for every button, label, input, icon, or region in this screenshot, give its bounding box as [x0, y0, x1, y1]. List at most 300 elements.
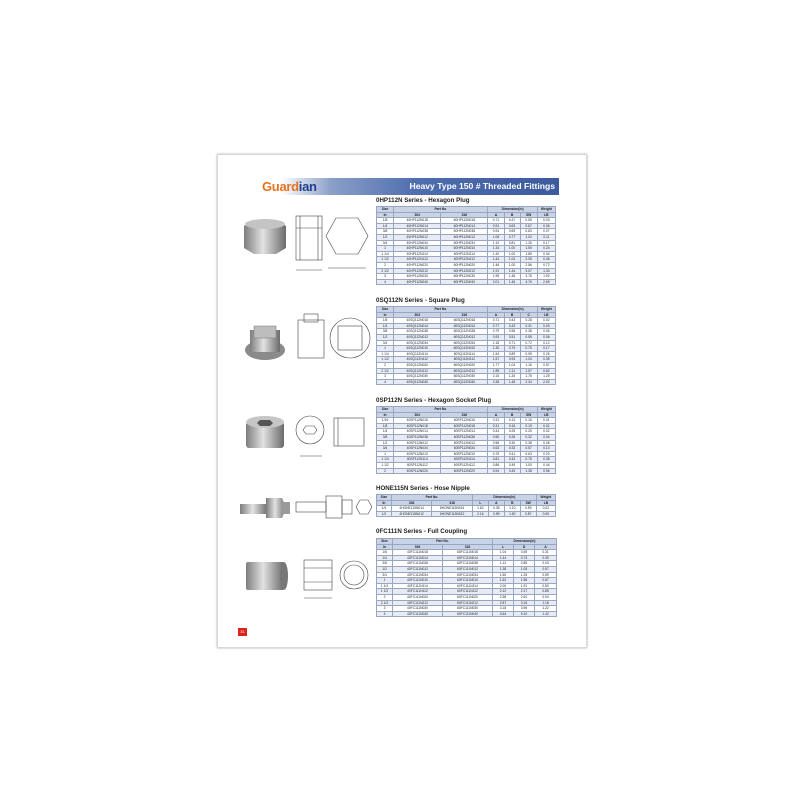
- table-cell: 1/8: [377, 318, 394, 324]
- col-header: Size: [377, 539, 393, 545]
- table-cell: 0.02: [537, 318, 555, 324]
- table-cell: 3/8: [377, 561, 393, 567]
- table-cell: 0.10: [537, 446, 555, 452]
- table-cell: 0.06: [537, 440, 555, 446]
- col-header: B: [504, 312, 520, 318]
- table-cell: 1/2: [377, 566, 393, 572]
- table-cell: 1.16: [520, 362, 537, 368]
- square-plug-drawing: [294, 310, 374, 370]
- table-cell: 40SQ112N018: [394, 318, 441, 324]
- table-cell: 60HP112N014: [441, 223, 488, 229]
- table-cell: 0.31: [535, 550, 557, 556]
- table-cell: 0.03: [537, 218, 555, 224]
- table-cell: 0.94: [535, 594, 557, 600]
- table-cell: 0.79: [488, 329, 504, 335]
- table-cell: 40FC111N018: [393, 550, 443, 556]
- table-cell: 60HP112N040: [441, 279, 488, 285]
- table-cell: 1/4: [377, 323, 394, 329]
- col-header: Weight: [537, 307, 555, 313]
- table-cell: 1.91: [514, 583, 535, 589]
- col-header: Dimension(in): [488, 407, 537, 413]
- table-cell: 0.67: [535, 578, 557, 584]
- table-cell: 0.34: [537, 251, 555, 257]
- table-cell: 1 1/2: [377, 357, 394, 363]
- table-cell: 60FC111N038: [443, 561, 493, 567]
- hose-nipple-drawing: [294, 488, 374, 528]
- table-cell: 60SQ112N018: [441, 318, 488, 324]
- table-cell: 0.07: [537, 229, 555, 235]
- table-cell: 1.18: [488, 340, 504, 346]
- col-header: C: [520, 312, 537, 318]
- table-cell: 0.71: [488, 318, 504, 324]
- col-header: SW: [520, 500, 536, 506]
- table-cell: 1.05: [514, 566, 535, 572]
- table-cell: 3/8: [377, 229, 394, 235]
- table-cell: 0.59: [520, 506, 536, 512]
- col-header: In: [377, 412, 394, 418]
- page-title: Heavy Type 150 # Threaded Fittings: [409, 181, 555, 191]
- col-header: Dimension(in): [472, 495, 536, 501]
- table-cell: 0.16: [520, 418, 537, 424]
- table-cell: 4: [377, 379, 394, 385]
- table-cell: 2.36: [488, 379, 504, 385]
- table-cell: 60FC111N040: [443, 611, 493, 617]
- table-cell: 40FC111N010: [393, 578, 443, 584]
- col-header: LB: [536, 500, 555, 506]
- table-cell: 1/4: [377, 223, 394, 229]
- table-cell: 3/4: [377, 340, 394, 346]
- table-cell: 2.34: [520, 379, 537, 385]
- table-cell: 60SQ112N030: [441, 374, 488, 380]
- table-cell: 1.10: [488, 240, 504, 246]
- table-cell: 0.02: [537, 429, 555, 435]
- col-header: Weight: [536, 495, 555, 501]
- table-cell: 40HP112N018: [394, 218, 441, 224]
- table-cell: 3.18: [493, 606, 514, 612]
- table-cell: 1.26: [520, 240, 537, 246]
- table-cell: 60FC111N112: [443, 589, 493, 595]
- table-cell: 0.24: [537, 246, 555, 252]
- table-row: [377, 611, 557, 617]
- table-cell: 0.51: [504, 334, 520, 340]
- table-cell: 2: [377, 262, 394, 268]
- table-cell: 1/2: [377, 511, 392, 517]
- table-cell: 0.95: [520, 351, 537, 357]
- col-header: Part No.: [393, 539, 493, 545]
- col-header: 304: [391, 500, 431, 506]
- table-cell: 0.69: [504, 229, 520, 235]
- table-cell: 40SQ112N020: [394, 362, 441, 368]
- table-cell: 3.76: [520, 274, 537, 280]
- table-cell: 0.73: [514, 555, 535, 561]
- table-cell: 40HP112N112: [394, 257, 441, 263]
- table-cell: 1.46: [504, 279, 520, 285]
- table-cell: 0.81: [488, 457, 504, 463]
- page-number: 31: [238, 628, 247, 636]
- table-cell: 0.82: [537, 368, 555, 374]
- table-cell: 0.50: [488, 434, 504, 440]
- table-cell: 0.47: [504, 218, 520, 224]
- table-cell: 1.06: [488, 234, 504, 240]
- table-cell: 1.77: [488, 362, 504, 368]
- table-cell: 40SQ112N014: [394, 323, 441, 329]
- full-coupling-drawing: [296, 546, 376, 606]
- table-cell: 0.72: [537, 262, 555, 268]
- table-cell: 2: [377, 362, 394, 368]
- table-cell: 40HP112N010: [394, 246, 441, 252]
- table-cell: 1/4: [377, 506, 392, 512]
- table-cell: 60SP112N018: [441, 423, 488, 429]
- table-cell: 60FC111N212: [443, 600, 493, 606]
- table-cell: 0.41: [504, 451, 520, 457]
- table-cell: 40HP112N030: [394, 274, 441, 280]
- col-header: SW: [520, 412, 537, 418]
- table-cell: 1: [377, 246, 394, 252]
- table-cell: 60FC111N020: [443, 594, 493, 600]
- table-cell: 40HP112N012: [394, 234, 441, 240]
- table-cell: 60FC111N018: [443, 550, 493, 556]
- table-cell: 1.40: [488, 251, 504, 257]
- table-cell: 60SQ112N020: [441, 362, 488, 368]
- table-cell: 1: [377, 451, 394, 457]
- col-header: B: [504, 212, 520, 218]
- table-cell: 0.94: [488, 229, 504, 235]
- table-cell: 1.62: [472, 506, 488, 512]
- table-cell: 1.04: [520, 357, 537, 363]
- table-cell: 3: [377, 274, 394, 280]
- table-cell: 60SP112N038: [441, 434, 488, 440]
- table-cell: 0.33: [504, 446, 520, 452]
- table-cell: 1.22: [535, 606, 557, 612]
- table-cell: 40SP112N034: [394, 446, 441, 452]
- table-cell: 2: [377, 468, 394, 474]
- table-cell: 40HP112N212: [394, 268, 441, 274]
- col-header: 316: [443, 544, 493, 550]
- square-plug-photo: [240, 316, 290, 366]
- table-cell: 6HONE115N014: [432, 506, 472, 512]
- brand-logo: Guardian: [262, 179, 317, 194]
- table-cell: 0.49: [504, 462, 520, 468]
- table-cell: 4HONE115N012: [391, 511, 431, 517]
- table-cell: 1.75: [520, 374, 537, 380]
- table-cell: 0.71: [488, 218, 504, 224]
- table-cell: 40FC111N014: [393, 555, 443, 561]
- table-cell: 60FC111N030: [443, 606, 493, 612]
- table-cell: 0.38: [520, 440, 537, 446]
- table-cell: 0.43: [504, 457, 520, 463]
- table-cell: 1.25: [537, 374, 555, 380]
- table-cell: 60HP112N012: [441, 234, 488, 240]
- full-coupling-photo: [240, 556, 290, 596]
- table-cell: 1.56: [514, 578, 535, 584]
- table-cell: 1.12: [493, 561, 514, 567]
- table-cell: 0.75: [520, 346, 537, 352]
- col-header: Size: [377, 407, 394, 413]
- col-header: Dimension(in): [488, 307, 537, 313]
- col-header: In: [377, 544, 393, 550]
- table-cell: 40SQ112N212: [394, 368, 441, 374]
- table-cell: 1.38: [493, 566, 514, 572]
- table-cell: 1.34: [537, 268, 555, 274]
- table-cell: 0.77: [488, 323, 504, 329]
- table-cell: 40HP112N040: [394, 279, 441, 285]
- table-cell: 1 1/4: [377, 457, 394, 463]
- table-cell: 40SP112N014: [394, 429, 441, 435]
- table-cell: 1 1/4: [377, 583, 393, 589]
- col-header: A: [488, 500, 504, 506]
- hex-socket-plug-photo: [240, 412, 290, 456]
- table-cell: 0.56: [488, 440, 504, 446]
- col-header: 304: [394, 312, 441, 318]
- table-cell: 0.63: [520, 451, 537, 457]
- table-cell: 1/16: [377, 418, 394, 424]
- col-header: 316: [441, 212, 488, 218]
- table-cell: 2.02: [537, 379, 555, 385]
- table-cell: 60SP112N034: [441, 446, 488, 452]
- table-cell: 1.04: [504, 257, 520, 263]
- table-cell: 0.83: [520, 229, 537, 235]
- table-cell: 60SP112N010: [441, 451, 488, 457]
- table-cell: 40SQ112N114: [394, 351, 441, 357]
- table-cell: 60FC111N014: [443, 555, 493, 561]
- table-cell: 60SP112N012: [441, 440, 488, 446]
- hose-nipple-photo: [236, 490, 292, 526]
- table-cell: 2 1/2: [377, 600, 393, 606]
- table-cell: 0.04: [537, 434, 555, 440]
- table-cell: 3.96: [514, 606, 535, 612]
- table-cell: 0.55: [504, 329, 520, 335]
- table-cell: 60SQ112N112: [441, 357, 488, 363]
- table-cell: 1.02: [520, 234, 537, 240]
- table-cell: 1 1/2: [377, 589, 393, 595]
- table-cell: 40FC111N212: [393, 600, 443, 606]
- col-header: Dimension(in): [493, 539, 557, 545]
- hexagon-plug-drawing: [292, 208, 372, 288]
- table-cell: 0.38: [537, 457, 555, 463]
- table-cell: 1.00: [504, 246, 520, 252]
- table-cell: 0.81: [504, 240, 520, 246]
- table-cell: 1.48: [504, 379, 520, 385]
- table-cell: 1/2: [377, 234, 394, 240]
- table-cell: 0.16: [504, 423, 520, 429]
- table-cell: 2.00: [493, 583, 514, 589]
- spec-table: [376, 306, 556, 385]
- table-cell: 1/8: [377, 423, 394, 429]
- table-cell: 1.50: [493, 572, 514, 578]
- table-cell: 60SQ112N040: [441, 379, 488, 385]
- table-cell: 1/4: [377, 429, 394, 435]
- table-cell: 0.43: [504, 323, 520, 329]
- table-cell: 1.62: [493, 578, 514, 584]
- table-cell: 60SQ112N014: [441, 323, 488, 329]
- table-cell: 60FC111N114: [443, 583, 493, 589]
- table-cell: 4: [377, 279, 394, 285]
- table-cell: 0.17: [537, 346, 555, 352]
- col-header: 316: [441, 312, 488, 318]
- hex-socket-plug-drawing: [294, 406, 374, 466]
- table-cell: 1.25: [514, 572, 535, 578]
- table-cell: 0.05: [536, 511, 555, 517]
- table-cell: 0.26: [504, 434, 520, 440]
- table-cell: 1.92: [537, 274, 555, 280]
- table-cell: 1 1/4: [377, 351, 394, 357]
- table-cell: 0.87: [520, 511, 536, 517]
- col-header: Part No.: [394, 407, 488, 413]
- table-cell: 40SQ112N040: [394, 379, 441, 385]
- table-cell: 40FC111N038: [393, 561, 443, 567]
- table-cell: 40SQ112N012: [394, 334, 441, 340]
- table-cell: 1.85: [488, 368, 504, 374]
- table-cell: 60SQ112N010: [441, 346, 488, 352]
- col-header: Size: [377, 307, 394, 313]
- col-header: B: [504, 412, 520, 418]
- table-cell: 0.86: [488, 462, 504, 468]
- table-cell: 5.10: [514, 611, 535, 617]
- table-cell: 40SP112N012: [394, 440, 441, 446]
- table-cell: 60SQ112N038: [441, 329, 488, 335]
- table-cell: 1: [377, 578, 393, 584]
- table-cell: 0.06: [537, 329, 555, 335]
- table-cell: 0.44: [488, 429, 504, 435]
- col-header: 316: [441, 412, 488, 418]
- table-cell: 1/8: [377, 550, 393, 556]
- table-cell: 60HP112N034: [441, 240, 488, 246]
- table-cell: 0.35: [488, 506, 504, 512]
- table-cell: 1.95: [488, 274, 504, 280]
- table-cell: 3/4: [377, 572, 393, 578]
- table-cell: 0.94: [488, 468, 504, 474]
- table-cell: 60SP112N016: [441, 418, 488, 424]
- table-cell: 0.31: [488, 423, 504, 429]
- table-cell: 2.17: [514, 589, 535, 595]
- col-header: Size: [377, 207, 394, 213]
- table-cell: 1 1/2: [377, 462, 394, 468]
- table-cell: 0.25: [520, 429, 537, 435]
- table-cell: 1.44: [493, 555, 514, 561]
- table-cell: 40HP112N114: [394, 251, 441, 257]
- table-cell: 60SQ112N114: [441, 351, 488, 357]
- table-cell: 60HP112N112: [441, 257, 488, 263]
- spec-table: [376, 406, 556, 474]
- table-cell: 0.57: [535, 566, 557, 572]
- table-cell: 60HP112N030: [441, 274, 488, 280]
- table-cell: 40FC111N034: [393, 572, 443, 578]
- table-cell: 0.26: [537, 351, 555, 357]
- table-cell: 0.43: [535, 561, 557, 567]
- table-cell: 2 1/2: [377, 268, 394, 274]
- table-cell: 0.71: [504, 340, 520, 346]
- table-cell: 3: [377, 606, 393, 612]
- table-cell: 40SP112N020: [394, 468, 441, 474]
- table-cell: 1.57: [520, 368, 537, 374]
- col-header: LB: [537, 212, 555, 218]
- table-cell: 0.55: [520, 334, 537, 340]
- section-title: 0SQ112N Series - Square Plug: [376, 297, 465, 304]
- table-cell: 2.69: [537, 279, 555, 285]
- table-cell: 3/8: [377, 434, 394, 440]
- col-header: Part No.: [394, 207, 488, 213]
- table-cell: 2.01: [488, 279, 504, 285]
- col-header: LB: [537, 312, 555, 318]
- table-cell: 40SP112N112: [394, 462, 441, 468]
- table-cell: 0.01: [537, 418, 555, 424]
- table-cell: 2.15: [488, 374, 504, 380]
- table-cell: 1/2: [377, 334, 394, 340]
- table-cell: 40FC111N020: [393, 594, 443, 600]
- col-header: 316: [432, 500, 472, 506]
- table-cell: 1/2: [377, 440, 394, 446]
- table-cell: 60SQ112N012: [441, 334, 488, 340]
- col-header: A: [488, 412, 504, 418]
- table-cell: 40SP112N018: [394, 423, 441, 429]
- spec-table: [376, 538, 557, 617]
- col-header: Weight: [537, 207, 555, 213]
- table-cell: 0.46: [537, 257, 555, 263]
- table-cell: 0.85: [514, 561, 535, 567]
- table-cell: 1.44: [504, 268, 520, 274]
- table-cell: 60HP112N212: [441, 268, 488, 274]
- table-cell: 60SQ112N212: [441, 368, 488, 374]
- table-cell: 40SP112N114: [394, 457, 441, 463]
- table-cell: 60SP112N014: [441, 429, 488, 435]
- table-cell: 1.57: [488, 357, 504, 363]
- table-cell: 0.30: [504, 440, 520, 446]
- table-cell: 1.11: [504, 368, 520, 374]
- table-cell: 0.55: [514, 550, 535, 556]
- table-cell: 0.31: [520, 323, 537, 329]
- col-header: In: [377, 212, 394, 218]
- table-cell: 2.87: [493, 600, 514, 606]
- table-cell: 0.28: [520, 318, 537, 324]
- col-header: In: [377, 312, 394, 318]
- section-title: 0SP112N Series - Hexagon Socket Plug: [376, 397, 492, 404]
- spec-table: [376, 206, 556, 285]
- section-title: 0HP112N Series - Hexagon Plug: [376, 197, 470, 204]
- col-header: Part No.: [391, 495, 472, 501]
- table-cell: 2.62: [514, 594, 535, 600]
- table-cell: 1.54: [488, 351, 504, 357]
- table-cell: 60FC111N010: [443, 578, 493, 584]
- table-cell: 0.75: [520, 457, 537, 463]
- table-cell: 3: [377, 374, 394, 380]
- table-row: [377, 511, 556, 517]
- col-header: L: [493, 544, 514, 550]
- table-cell: 3.07: [520, 268, 537, 274]
- table-cell: 0.72: [520, 340, 537, 346]
- table-cell: 40FC111N030: [393, 606, 443, 612]
- table-cell: 40HP112N020: [394, 262, 441, 268]
- table-cell: 0.91: [488, 223, 504, 229]
- table-cell: 40FC111N012: [393, 566, 443, 572]
- table-row: [377, 468, 556, 474]
- table-cell: 0.83: [535, 583, 557, 589]
- table-cell: 0.31: [488, 418, 504, 424]
- table-cell: 40HP112N014: [394, 223, 441, 229]
- section-title: 0FC111N Series - Full Coupling: [376, 528, 468, 535]
- table-cell: 2.16: [472, 511, 488, 517]
- col-header: In: [377, 500, 392, 506]
- table-cell: 0.89: [504, 351, 520, 357]
- table-cell: 3.15: [514, 600, 535, 606]
- table-cell: 60SP112N114: [441, 457, 488, 463]
- table-cell: 4HONE115N014: [391, 506, 431, 512]
- table-cell: 60HP112N010: [441, 246, 488, 252]
- table-cell: 0.02: [536, 506, 555, 512]
- table-cell: 0.25: [504, 429, 520, 435]
- table-cell: 0.85: [535, 589, 557, 595]
- table-cell: 1.34: [488, 246, 504, 252]
- table-cell: 40SQ112N038: [394, 329, 441, 335]
